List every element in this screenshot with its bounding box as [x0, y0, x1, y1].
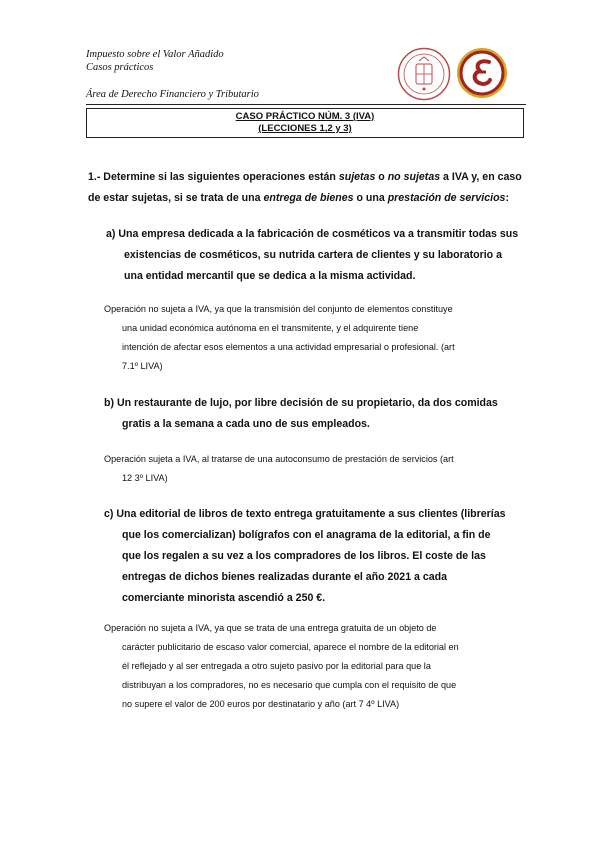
header-area: Área de Derecho Financiero y Tributario: [86, 89, 259, 100]
university-seal-icon: [397, 47, 451, 101]
question-text: 1.- Determine si las siguientes operaciones están sujetas o no sujetas a IVA y, en caso de estar sujetas, si se trata de una entrega de bienes o una prestación de servicios:: [88, 171, 522, 204]
answer-c: Operación no sujeta a IVA, ya que se trata de una entrega gratuita de un objeto de carácter publicitario de escaso valor comercial, aparece el nombre de la editorial en él reflejado y al ser entregada a otro sujeto pasivo por la editorial para que la distribuyan a los compradores, no es necesario que cumpla con el requisito de que no supere el valor de 200 euros por destinatario y año (art 7 4º LIVA): [104, 623, 459, 709]
case-lessons: (LECCIONES 1,2 y 3): [258, 123, 352, 134]
header-divider: [86, 104, 526, 105]
header-title: Impuesto sobre el Valor Añadido: [86, 49, 224, 60]
header-subtitle: Casos prácticos: [86, 62, 154, 73]
faculty-logo-icon: [456, 47, 508, 99]
answer-b: Operación sujeta a IVA, al tratarse de una autoconsumo de prestación de servicios (art 12 3º LIVA): [104, 454, 454, 483]
item-c: c) Una editorial de libros de texto entrega gratuitamente a sus clientes (librerías que los comercializan) bolígrafos con el anagrama de la editorial, a fin de que los regalen a su vez a los compradores de los libros. El coste de las entregas de dichos bienes realizadas durante el año 2021 a cada comerciante minorista ascendió a 250 €.: [104, 508, 506, 604]
case-title: CASO PRÁCTICO NÚM. 3 (IVA): [235, 111, 375, 122]
item-b: b) Un restaurante de lujo, por libre decisión de su propietario, da dos comidas gratis a la semana a cada uno de sus empleados.: [104, 397, 498, 430]
answer-a: Operación no sujeta a IVA, ya que la transmisión del conjunto de elementos constituye una unidad económica autónoma en el transmitente, y el adquirente tiene intención de afectar esos elementos a una actividad empresarial o profesional. (art 7.1º LIVA): [104, 304, 455, 371]
case-title-box: [86, 108, 524, 138]
item-a: a) Una empresa dedicada a la fabricación de cosméticos va a transmitir todas sus existencias de cosméticos, su nutrida cartera de clientes y su laboratorio a una entidad mercantil que se dedica a la misma actividad.: [106, 228, 519, 282]
